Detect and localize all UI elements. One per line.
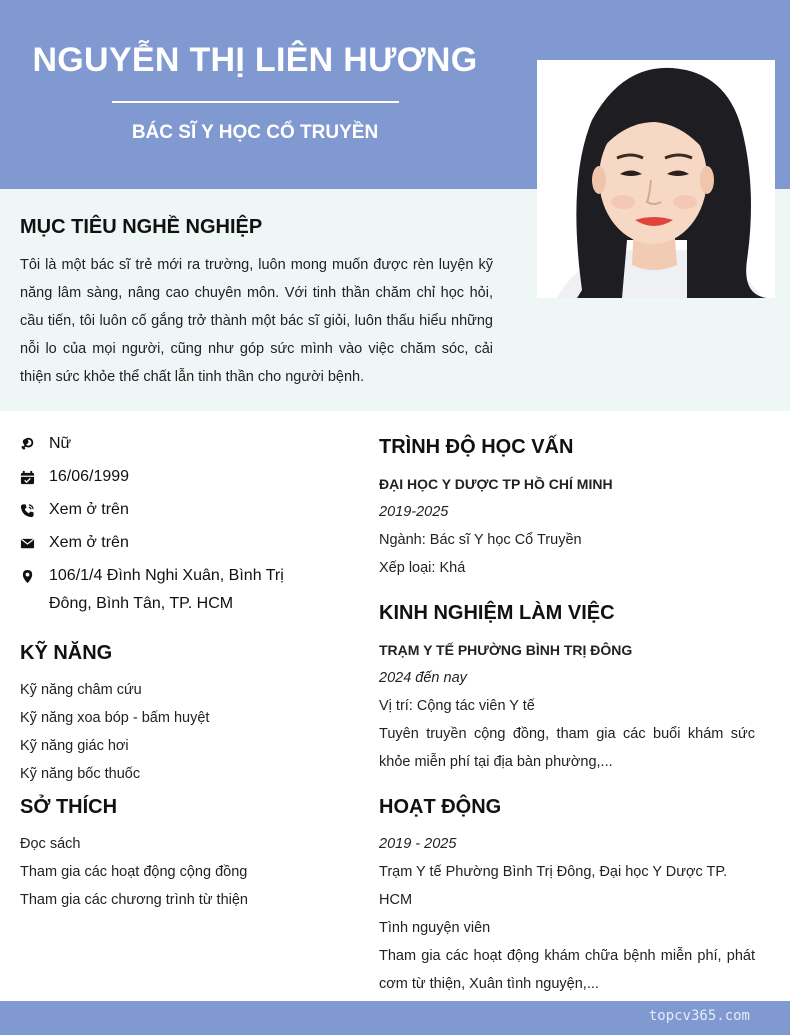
skill-item: Kỹ năng xoa bóp - bấm huyệt xyxy=(20,710,210,726)
hobby-item: Tham gia các hoạt động cộng đồng xyxy=(20,864,248,880)
experience-heading: KINH NGHIỆM LÀM VIỆC xyxy=(379,602,615,624)
objective-heading: MỤC TIÊU NGHỀ NGHIỆP xyxy=(20,216,263,238)
contact-gender xyxy=(20,430,320,458)
contact-email xyxy=(20,529,320,557)
activities-block xyxy=(379,830,755,998)
objective-text: Tôi là một bác sĩ trẻ mới ra trường, luôn mong muốn được rèn luyện kỹ năng lâm sàng, nâng cao chuyên môn. Với tinh thần chăm chỉ học hỏi, cầu tiến, tôi luôn cố gắng trở thành một bác sĩ giỏi, luôn thấu hiểu những nỗi lo của mọi người, cũng như góp sức mình vào việc chăm sóc, cải thiện sức khỏe thể chất lẫn tinh thần cho người bệnh. xyxy=(20,257,493,385)
candidate-name: NGUYỄN THỊ LIÊN HƯƠNG xyxy=(32,41,478,79)
phone-value: Xem ở trên xyxy=(49,501,129,518)
calendar-icon xyxy=(20,463,49,491)
education-school: ĐẠI HỌC Y DƯỢC TP HỒ CHÍ MINH xyxy=(379,476,613,492)
mail-icon xyxy=(20,529,49,557)
education-block xyxy=(379,470,755,582)
education-grade: Xếp loại: Khá xyxy=(379,560,466,576)
education-major: Ngành: Bác sĩ Y học Cổ Truyền xyxy=(379,532,582,548)
address-value: 106/1/4 Đình Nghi Xuân, Bình Trị Đông, Bình Tân, TP. HCM xyxy=(49,567,284,612)
activity-description: Tham gia các hoạt động khám chữa bệnh miễn phí, phát cơm từ thiện, Xuân tình nguyện,... xyxy=(379,948,755,992)
experience-description: Tuyên truyền cộng đồng, tham gia các buổi khám sức khỏe miễn phí tại địa bàn phường,... xyxy=(379,726,755,770)
experience-position: Vị trí: Cộng tác viên Y tế xyxy=(379,698,535,714)
activity-role: Tình nguyện viên xyxy=(379,920,491,936)
contact-phone xyxy=(20,496,320,524)
hobbies-list xyxy=(20,830,340,914)
education-period: 2019-2025 xyxy=(379,504,449,520)
education-heading: TRÌNH ĐỘ HỌC VẤN xyxy=(379,436,574,458)
location-pin-icon xyxy=(20,562,49,590)
hobby-item: Đọc sách xyxy=(20,836,81,852)
experience-period: 2024 đến nay xyxy=(379,670,467,686)
activity-org: Trạm Y tế Phường Bình Trị Đông, Đại học Y Dược TP. HCM xyxy=(379,864,728,908)
skill-item: Kỹ năng bốc thuốc xyxy=(20,766,141,782)
activity-period: 2019 - 2025 xyxy=(379,836,457,852)
profile-photo xyxy=(537,60,775,298)
skill-item: Kỹ năng châm cứu xyxy=(20,682,142,698)
phone-icon xyxy=(20,496,49,524)
birthday-value: 16/06/1999 xyxy=(49,468,130,485)
contact-birthday xyxy=(20,463,320,491)
experience-block xyxy=(379,636,755,776)
footer-bar xyxy=(0,1001,790,1035)
skill-item: Kỹ năng giác hơi xyxy=(20,738,129,754)
job-title: BÁC SĨ Y HỌC CỔ TRUYỀN xyxy=(131,122,379,143)
hobby-item: Tham gia các chương trình từ thiện xyxy=(20,892,248,908)
title-divider xyxy=(112,101,399,103)
hobbies-heading: SỞ THÍCH xyxy=(20,796,118,818)
gender-value: Nữ xyxy=(49,435,72,452)
gender-icon xyxy=(20,430,49,458)
profile-photo-illustration xyxy=(537,60,775,298)
skills-list xyxy=(20,676,340,788)
contact-address xyxy=(20,562,320,618)
skills-heading: KỸ NĂNG xyxy=(20,642,113,664)
email-value: Xem ở trên xyxy=(49,534,129,551)
experience-org: TRẠM Y TẾ PHƯỜNG BÌNH TRỊ ĐÔNG xyxy=(379,642,633,658)
activities-heading: HOẠT ĐỘNG xyxy=(379,796,502,818)
footer-watermark: topcv365.com xyxy=(648,1008,750,1024)
